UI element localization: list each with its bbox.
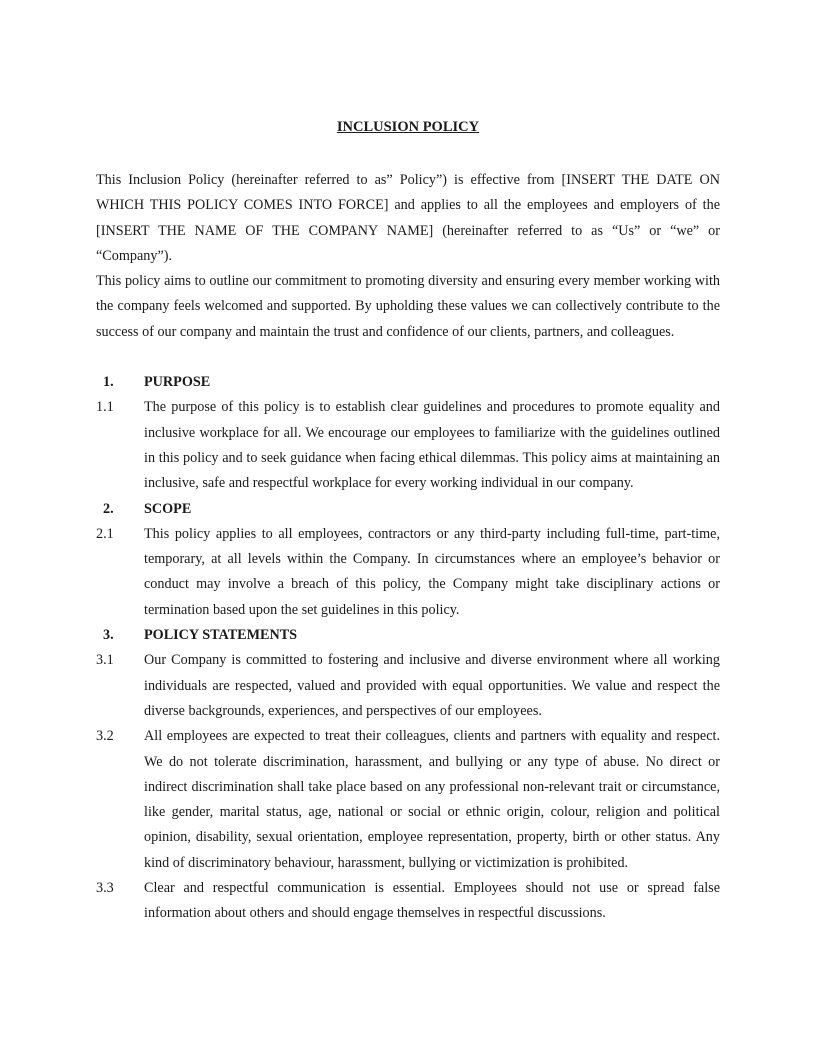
clause-text: This policy applies to all employees, contractors or any third-party including full-time, part-time, temporary, at all levels within the Company. In circumstances where an employee’s behavior or conduct may involve a breach of this policy, the Company might take disciplinary actions or termination based upon the set guidelines in this policy.	[144, 525, 720, 618]
section-title: PURPOSE	[144, 374, 211, 391]
clause-number: 3.1	[96, 652, 114, 669]
intro-paragraph-2: This policy aims to outline our commitment to promoting diversity and ensuring every member working with the company feels welcomed and supported. By upholding these values we can collectively contribute to the success of our company and maintain the trust and confidence of our clients, partners, and colleagues.	[96, 273, 720, 340]
section-title: POLICY STATEMENTS	[144, 627, 298, 644]
clause-text: Clear and respectful communication is essential. Employees should not use or spread false information about others and should engage themselves in respectful discussions.	[144, 880, 720, 922]
clause-3-3	[96, 876, 720, 927]
document-title: INCLUSION POLICY	[336, 119, 480, 135]
clause-text: Our Company is committed to fostering and inclusive and diverse environment where all working individuals are respected, valued and provided with equal opportunities. We value and respect the diverse backgrounds, experiences, and perspectives of our employees.	[144, 652, 720, 719]
section-heading-purpose	[96, 370, 720, 395]
clause-number: 2.1	[96, 525, 114, 542]
clause-text: The purpose of this policy is to establish clear guidelines and procedures to promote equality and inclusive workplace for all. We encourage our employees to familiarize with the guidelines outlined in this policy and to seek guidance when facing ethical dilemmas. This policy aims at maintaining an inclusive, safe and respectful workplace for every working individual in our company.	[144, 399, 720, 492]
section-heading-scope	[96, 497, 720, 522]
document-page	[96, 116, 720, 927]
clause-3-2	[96, 724, 720, 876]
clause-3-1	[96, 648, 720, 724]
clause-number: 3.3	[96, 880, 114, 897]
section-number: 3.	[103, 627, 114, 644]
section-spacer	[96, 345, 720, 370]
section-heading-policy-statements	[96, 623, 720, 648]
clause-text: All employees are expected to treat their colleagues, clients and partners with equality and respect. We do not tolerate discrimination, harassment, and bullying or any type of abuse. No direct or indirect discrimination shall take place based on any professional non-relevant trait or circumstance, like gender, marital status, age, national or social or ethnic origin, colour, religion and political opinion, disability, sexual orientation, employee representation, property, birth or other status. Any kind of discriminatory behaviour, harassment, bullying or victimization is prohibited.	[144, 728, 720, 871]
clause-1-1	[96, 395, 720, 496]
intro-paragraph-1: This Inclusion Policy (hereinafter referred to as” Policy”) is effective from [INSERT THE DATE ON WHICH THIS POLICY COMES INTO FORCE] and applies to all the employees and employers of the [INSERT THE NAME OF THE COMPANY NAME] (hereinafter referred to as “Us” or “we” or “Company”).	[96, 172, 720, 264]
section-title: SCOPE	[144, 500, 192, 517]
clause-number: 3.2	[96, 728, 114, 745]
section-number: 2.	[103, 500, 114, 517]
section-number: 1.	[103, 374, 114, 391]
clause-number: 1.1	[96, 399, 114, 416]
clause-2-1	[96, 522, 720, 623]
